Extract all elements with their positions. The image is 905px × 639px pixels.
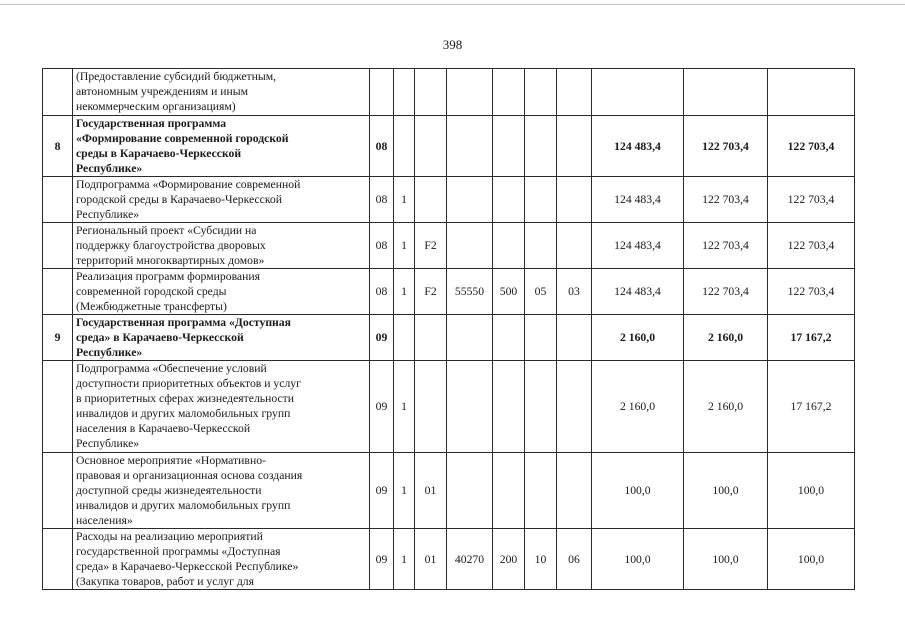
code-cell: 1: [394, 529, 415, 590]
code-cell: [447, 361, 493, 453]
amount-cell: 122 703,4: [768, 269, 855, 315]
amount-cell: 100,0: [592, 529, 684, 590]
page-number: 398: [442, 37, 463, 52]
code-cell: [447, 453, 493, 529]
code-cell: 01: [415, 453, 447, 529]
item-name-line: «Формирование современной городской: [76, 132, 289, 145]
code-cell: [447, 315, 493, 361]
amount-cell: 124 483,4: [592, 223, 684, 269]
code-cell: 09: [370, 315, 394, 361]
code-cell: [415, 315, 447, 361]
amount-cell: 122 703,4: [768, 116, 855, 177]
code-cell: 06: [557, 529, 592, 590]
code-cell: [447, 223, 493, 269]
row-number-cell: [43, 529, 73, 590]
code-cell: 1: [394, 453, 415, 529]
item-name-line: (Предоставление субсидий бюджетным,: [76, 70, 277, 83]
amount-cell: 17 167,2: [768, 361, 855, 453]
amount-cell: 122 703,4: [684, 116, 768, 177]
code-cell: [557, 315, 592, 361]
code-cell: 09: [370, 529, 394, 590]
code-cell: [447, 116, 493, 177]
item-name-cell: [73, 223, 370, 269]
code-cell: [493, 453, 525, 529]
item-name-line: Расходы на реализацию мероприятий: [76, 530, 263, 543]
code-cell: 40270: [447, 529, 493, 590]
code-cell: 03: [557, 269, 592, 315]
row-number-cell: 8: [43, 116, 73, 177]
table-row: [43, 361, 855, 453]
item-name-cell: [73, 453, 370, 529]
code-cell: 09: [370, 361, 394, 453]
code-cell: 08: [370, 116, 394, 177]
budget-table: [42, 68, 855, 590]
amount-cell: 100,0: [768, 529, 855, 590]
code-cell: [557, 177, 592, 223]
item-name-line: (Закупка товаров, работ и услуг для: [76, 575, 255, 588]
code-cell: [394, 315, 415, 361]
table-row: [43, 69, 855, 116]
amount-cell: 2 160,0: [592, 361, 684, 453]
code-cell: 55550: [447, 269, 493, 315]
code-cell: [525, 453, 557, 529]
table-row: [43, 177, 855, 223]
code-cell: [525, 69, 557, 116]
code-cell: [447, 177, 493, 223]
item-name-line: Республике»: [76, 437, 140, 450]
row-number-cell: [43, 453, 73, 529]
amount-cell: 2 160,0: [684, 315, 768, 361]
row-number-cell: 9: [43, 315, 73, 361]
item-name-line: среда» в Карачаево-Черкесской: [76, 331, 244, 344]
item-name-line: Реализация программ формирования: [76, 270, 261, 283]
item-name-cell: [73, 361, 370, 453]
amount-cell: 124 483,4: [592, 116, 684, 177]
code-cell: 10: [525, 529, 557, 590]
budget-table-body: [43, 69, 855, 590]
item-name-line: Республике»: [76, 208, 140, 221]
item-name-line: (Межбюджетные трансферты): [76, 300, 227, 313]
code-cell: [525, 223, 557, 269]
item-name-line: некоммерческим организациям): [76, 100, 236, 113]
item-name-cell: [73, 269, 370, 315]
item-name-line: среда» в Карачаево-Черкесской Республике»: [76, 560, 299, 573]
code-cell: 1: [394, 361, 415, 453]
item-name-line: доступности приоритетных объектов и услуг: [76, 377, 301, 390]
code-cell: 1: [394, 223, 415, 269]
item-name-line: государственной программы «Доступная: [76, 545, 281, 558]
item-name-line: Республике»: [76, 346, 143, 359]
item-name-cell: [73, 116, 370, 177]
code-cell: 08: [370, 223, 394, 269]
amount-cell: 122 703,4: [684, 177, 768, 223]
item-name-line: населения»: [76, 514, 133, 527]
code-cell: [557, 116, 592, 177]
row-number-cell: [43, 69, 73, 116]
table-row: [43, 529, 855, 590]
item-name-line: Основное мероприятие «Нормативно-: [76, 454, 266, 467]
amount-cell: 17 167,2: [768, 315, 855, 361]
table-row: [43, 453, 855, 529]
item-name-line: населения в Карачаево-Черкесской: [76, 422, 251, 435]
amount-cell: 124 483,4: [592, 269, 684, 315]
row-number-cell: [43, 361, 73, 453]
code-cell: [525, 361, 557, 453]
item-name-line: в приоритетных сферах жизнедеятельности: [76, 392, 295, 405]
item-name-line: Республике»: [76, 162, 143, 175]
code-cell: 01: [415, 529, 447, 590]
code-cell: [493, 177, 525, 223]
scan-edge-line: [0, 4, 905, 5]
amount-cell: [592, 69, 684, 116]
amount-cell: 122 703,4: [768, 223, 855, 269]
code-cell: [447, 69, 493, 116]
code-cell: 08: [370, 269, 394, 315]
amount-cell: [684, 69, 768, 116]
item-name-line: современной городской среды: [76, 285, 227, 298]
item-name-line: Государственная программа «Доступная: [76, 316, 291, 329]
item-name-cell: [73, 315, 370, 361]
amount-cell: 2 160,0: [592, 315, 684, 361]
code-cell: [557, 223, 592, 269]
code-cell: [525, 116, 557, 177]
table-row: [43, 116, 855, 177]
item-name-line: среды в Карачаево-Черкесской: [76, 147, 242, 160]
code-cell: [394, 69, 415, 116]
code-cell: [525, 315, 557, 361]
item-name-line: Региональный проект «Субсидии на: [76, 224, 257, 237]
amount-cell: 100,0: [768, 453, 855, 529]
row-number-cell: [43, 177, 73, 223]
amount-cell: 122 703,4: [768, 177, 855, 223]
item-name-line: правовая и организационная основа создания: [76, 469, 303, 482]
amount-cell: 100,0: [684, 453, 768, 529]
code-cell: 1: [394, 177, 415, 223]
code-cell: 09: [370, 453, 394, 529]
code-cell: [415, 361, 447, 453]
code-cell: [493, 361, 525, 453]
item-name-cell: [73, 69, 370, 116]
code-cell: [415, 116, 447, 177]
code-cell: [370, 69, 394, 116]
code-cell: [557, 69, 592, 116]
code-cell: [493, 223, 525, 269]
item-name-cell: [73, 177, 370, 223]
code-cell: [557, 361, 592, 453]
amount-cell: 122 703,4: [684, 223, 768, 269]
row-number-cell: [43, 223, 73, 269]
item-name-cell: [73, 529, 370, 590]
code-cell: [493, 69, 525, 116]
code-cell: [493, 116, 525, 177]
code-cell: [394, 116, 415, 177]
item-name-line: автономным учреждениям и иным: [76, 85, 249, 98]
row-number-cell: [43, 269, 73, 315]
table-row: [43, 315, 855, 361]
item-name-line: инвалидов и других маломобильных групп: [76, 407, 291, 420]
item-name-line: Подпрограмма «Формирование современной: [76, 178, 301, 191]
table-row: [43, 223, 855, 269]
code-cell: 05: [525, 269, 557, 315]
code-cell: [525, 177, 557, 223]
amount-cell: 2 160,0: [684, 361, 768, 453]
code-cell: F2: [415, 223, 447, 269]
code-cell: 200: [493, 529, 525, 590]
item-name-line: доступной среды жизнедеятельности: [76, 484, 262, 497]
amount-cell: 100,0: [592, 453, 684, 529]
amount-cell: 124 483,4: [592, 177, 684, 223]
code-cell: [557, 453, 592, 529]
code-cell: [415, 69, 447, 116]
code-cell: F2: [415, 269, 447, 315]
item-name-line: поддержку благоустройства дворовых: [76, 239, 266, 252]
code-cell: [415, 177, 447, 223]
code-cell: 500: [493, 269, 525, 315]
amount-cell: [768, 69, 855, 116]
item-name-line: городской среды в Карачаево-Черкесской: [76, 193, 283, 206]
amount-cell: 122 703,4: [684, 269, 768, 315]
code-cell: 08: [370, 177, 394, 223]
amount-cell: 100,0: [684, 529, 768, 590]
item-name-line: инвалидов и других маломобильных групп: [76, 499, 291, 512]
code-cell: 1: [394, 269, 415, 315]
code-cell: [493, 315, 525, 361]
table-row: [43, 269, 855, 315]
item-name-line: Подпрограмма «Обеспечение условий: [76, 362, 267, 375]
item-name-line: территорий многоквартирных домов»: [76, 254, 265, 267]
item-name-line: Государственная программа: [76, 117, 227, 130]
